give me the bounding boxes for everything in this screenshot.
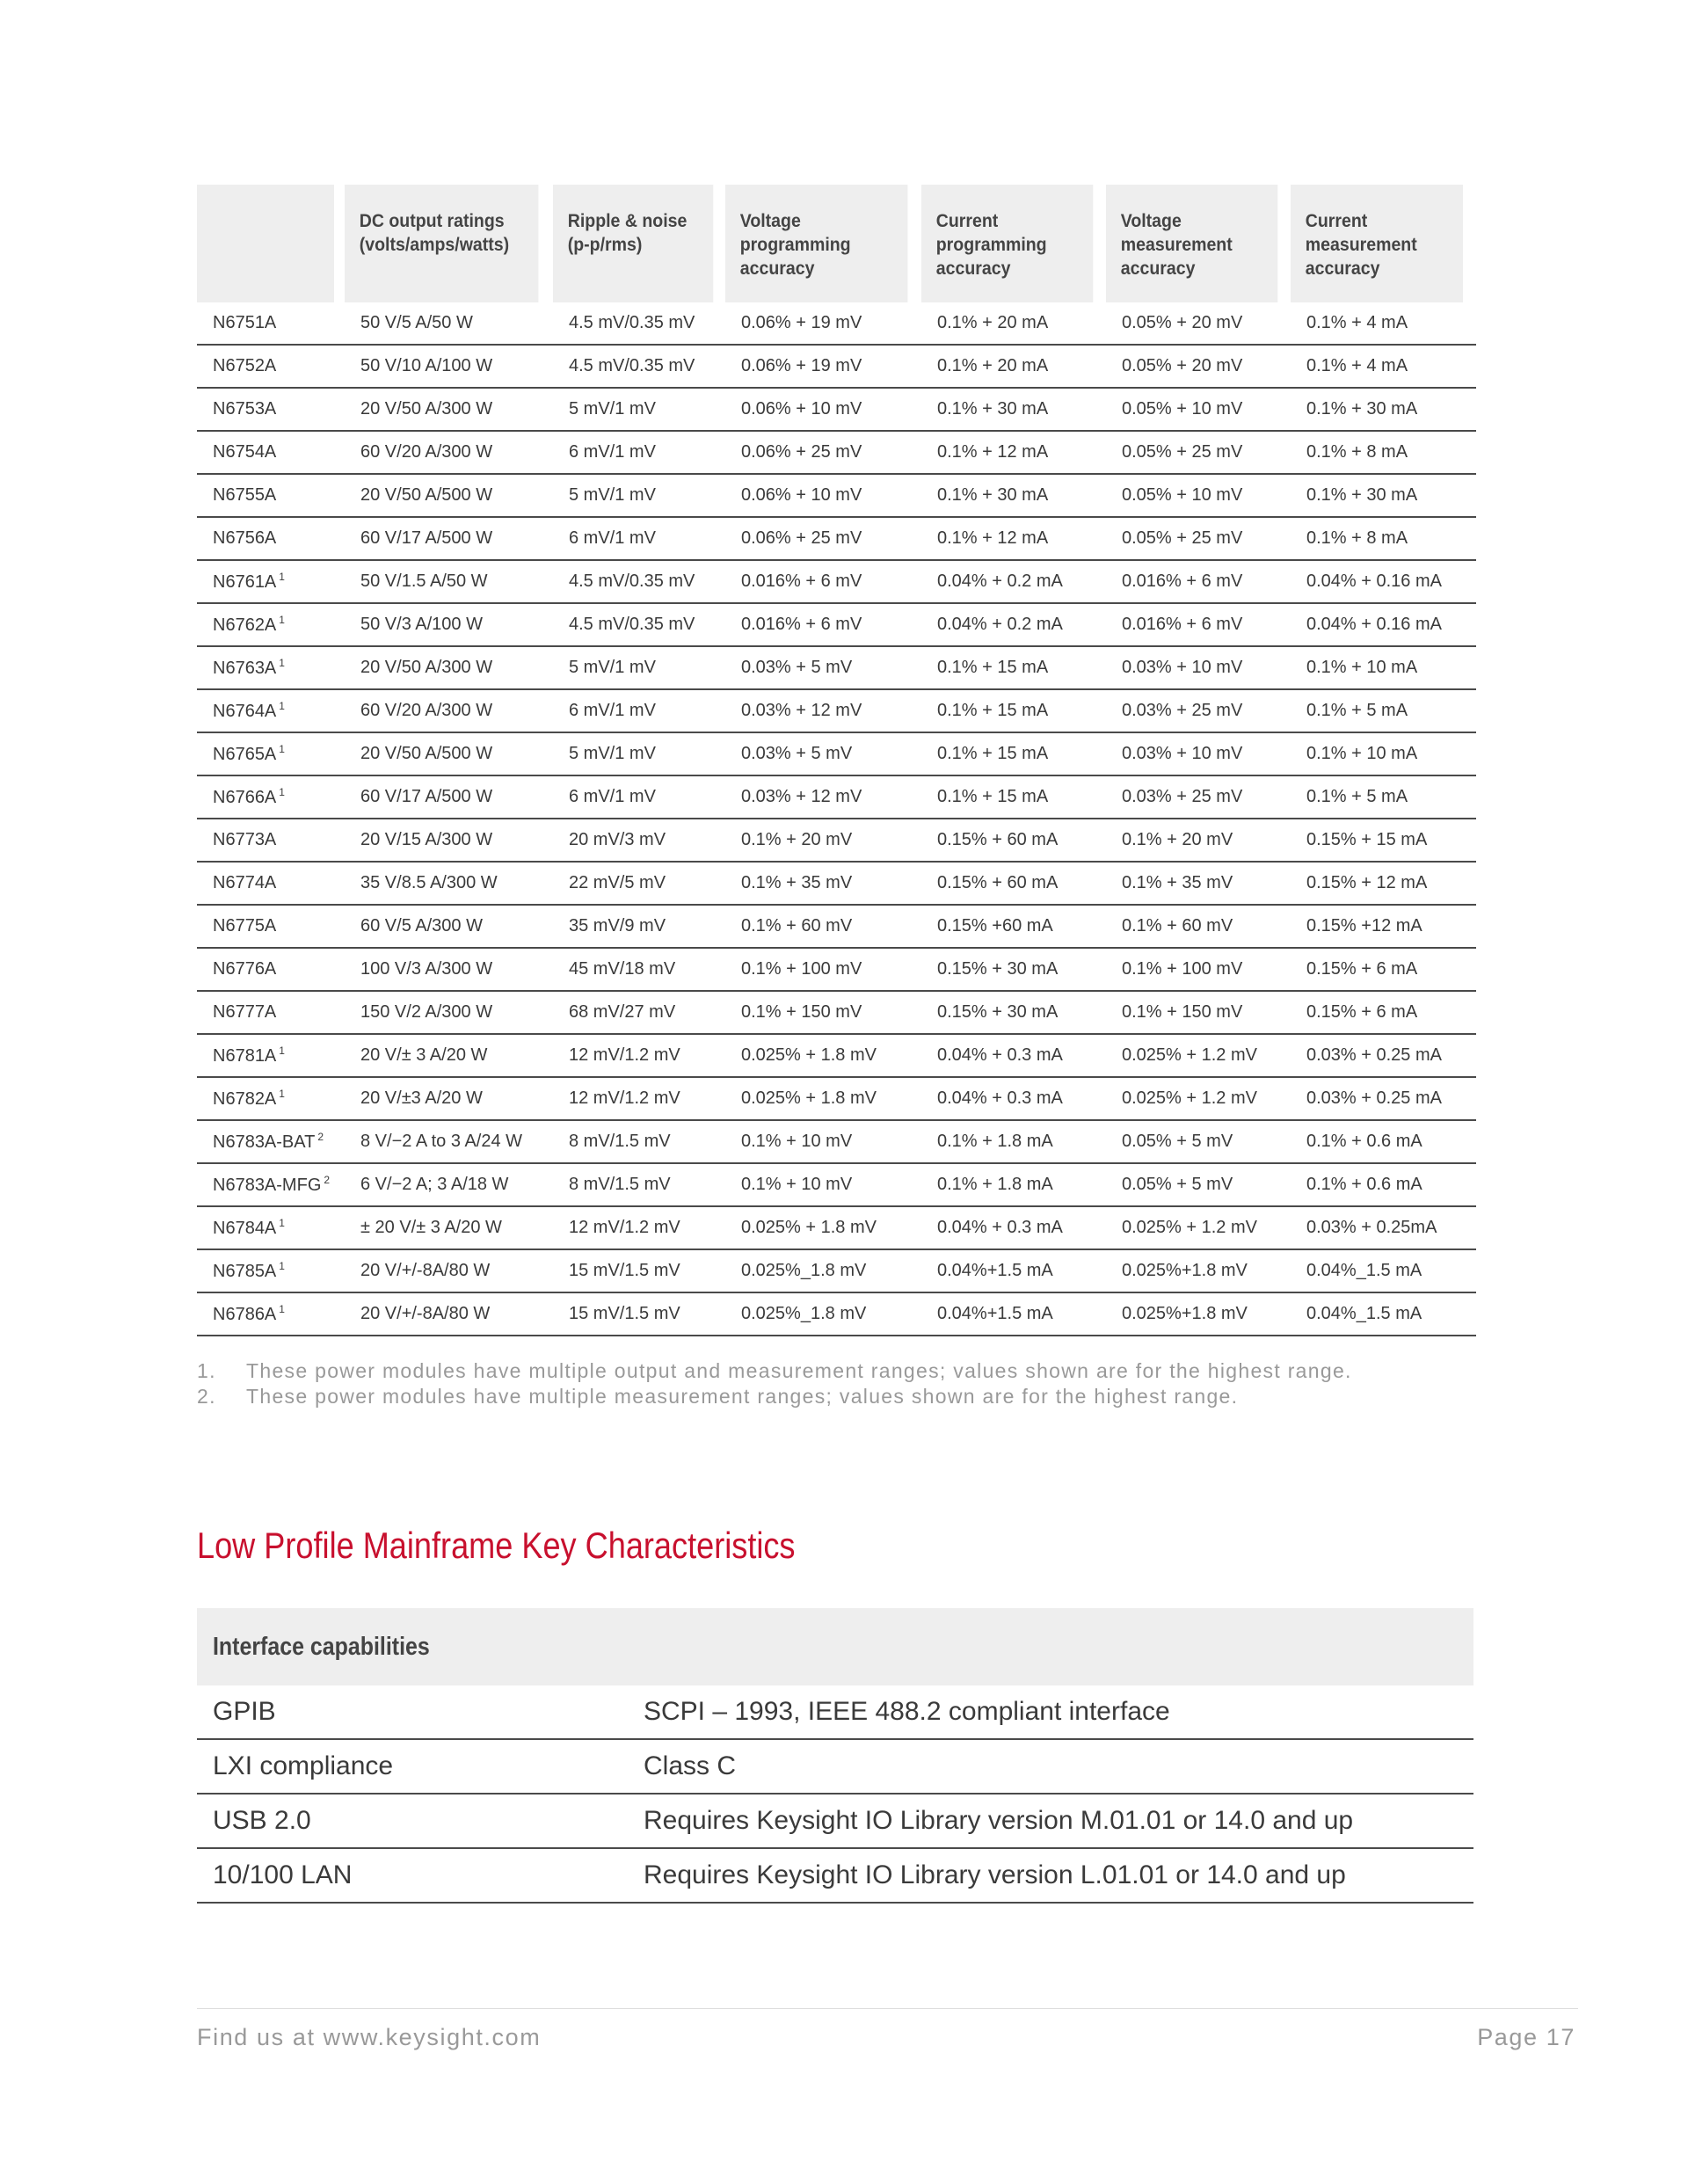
table-row — [197, 775, 1476, 819]
cell-current-measurement: 0.1% + 30 mA — [1291, 474, 1476, 517]
cell-voltage-measurement: 0.05% + 25 mV — [1106, 431, 1291, 474]
cell-voltage-measurement: 0.03% + 25 mV — [1106, 775, 1291, 819]
cell-voltage-programming: 0.025% + 1.8 mV — [725, 1206, 921, 1249]
cell-voltage-programming: 0.1% + 150 mV — [725, 991, 921, 1034]
cell-current-programming: 0.15% + 30 mA — [921, 948, 1106, 991]
cell-voltage-programming: 0.016% + 6 mV — [725, 603, 921, 646]
cell-model: N6777A — [197, 991, 345, 1034]
cell-dc-output: 20 V/15 A/300 W — [345, 819, 553, 862]
table-row — [197, 603, 1476, 646]
cell-current-measurement: 0.1% + 5 mA — [1291, 689, 1476, 732]
cell-voltage-programming: 0.03% + 12 mV — [725, 689, 921, 732]
footnote-text: These power modules have multiple output and measurement ranges; values shown are for the highest range. — [246, 1359, 1352, 1382]
cell-voltage-measurement: 0.05% + 20 mV — [1106, 345, 1291, 388]
cell-voltage-measurement: 0.05% + 5 mV — [1106, 1163, 1291, 1206]
cell-model: N6783A-BAT $^2$ — [197, 1120, 345, 1163]
cell-current-measurement: 0.1% + 30 mA — [1291, 388, 1476, 431]
cell-model: N6786A $^1$ — [197, 1292, 345, 1336]
cell-current-measurement: 0.1% + 4 mA — [1291, 302, 1476, 345]
footnote-marker: 1 — [279, 743, 285, 755]
cell-current-measurement: 0.15% + 12 mA — [1291, 862, 1476, 905]
cell-model: N6754A — [197, 431, 345, 474]
cell-voltage-programming: 0.016% + 6 mV — [725, 560, 921, 603]
cell-voltage-measurement: 0.1% + 20 mV — [1106, 819, 1291, 862]
cell-dc-output: 50 V/5 A/50 W — [345, 302, 553, 345]
spec-table — [197, 185, 1476, 1336]
cell-dc-output: 60 V/5 A/300 W — [345, 905, 553, 948]
cell-voltage-programming: 0.06% + 25 mV — [725, 431, 921, 474]
cell-current-programming: 0.04% + 0.2 mA — [921, 560, 1106, 603]
cell-ripple-noise: 35 mV/9 mV — [553, 905, 725, 948]
interface-table-body — [197, 1685, 1473, 1903]
cell-current-programming: 0.1% + 30 mA — [921, 474, 1106, 517]
cell-voltage-programming: 0.06% + 19 mV — [725, 302, 921, 345]
cell-ripple-noise: 4.5 mV/0.35 mV — [553, 345, 725, 388]
header-current-measurement: Current measurement accuracy — [1291, 185, 1463, 302]
cell-voltage-programming: 0.06% + 10 mV — [725, 388, 921, 431]
table-row — [197, 560, 1476, 603]
cell-model: N6763A $^1$ — [197, 646, 345, 689]
cell-voltage-measurement: 0.05% + 5 mV — [1106, 1120, 1291, 1163]
cell-voltage-measurement: 0.03% + 25 mV — [1106, 689, 1291, 732]
cell-voltage-programming: 0.06% + 19 mV — [725, 345, 921, 388]
cell-voltage-measurement: 0.025% + 1.2 mV — [1106, 1206, 1291, 1249]
table-row — [197, 345, 1476, 388]
interface-value: Requires Keysight IO Library version M.01.01 or 14.0 and up — [628, 1794, 1473, 1848]
table-row — [197, 732, 1476, 775]
table-row — [197, 388, 1476, 431]
cell-current-programming: 0.15% + 60 mA — [921, 819, 1106, 862]
cell-ripple-noise: 4.5 mV/0.35 mV — [553, 302, 725, 345]
footnote-marker: 1 — [279, 786, 285, 798]
cell-dc-output: 50 V/1.5 A/50 W — [345, 560, 553, 603]
cell-voltage-measurement: 0.025%+1.8 mV — [1106, 1249, 1291, 1292]
cell-current-programming: 0.1% + 12 mA — [921, 517, 1106, 560]
cell-current-programming: 0.04% + 0.2 mA — [921, 603, 1106, 646]
cell-ripple-noise: 5 mV/1 mV — [553, 646, 725, 689]
footnote-marker: 2 — [324, 1174, 331, 1186]
table-row — [197, 1739, 1473, 1794]
cell-ripple-noise: 12 mV/1.2 mV — [553, 1206, 725, 1249]
interface-label: 10/100 LAN — [197, 1848, 628, 1903]
cell-dc-output: 60 V/17 A/500 W — [345, 775, 553, 819]
cell-current-programming: 0.1% + 15 mA — [921, 732, 1106, 775]
table-row — [197, 1163, 1476, 1206]
cell-current-programming: 0.1% + 15 mA — [921, 689, 1106, 732]
cell-model: N6761A $^1$ — [197, 560, 345, 603]
cell-dc-output: 20 V/50 A/300 W — [345, 388, 553, 431]
cell-current-programming: 0.04% + 0.3 mA — [921, 1034, 1106, 1077]
footnote-marker: 1 — [279, 700, 285, 712]
cell-dc-output: 20 V/50 A/500 W — [345, 474, 553, 517]
section-title: Low Profile Mainframe Key Characteristics — [197, 1525, 796, 1566]
cell-current-measurement: 0.1% + 5 mA — [1291, 775, 1476, 819]
cell-current-programming: 0.04%+1.5 mA — [921, 1249, 1106, 1292]
cell-dc-output: 20 V/±3 A/20 W — [345, 1077, 553, 1120]
cell-ripple-noise: 68 mV/27 mV — [553, 991, 725, 1034]
cell-voltage-programming: 0.025%_1.8 mV — [725, 1249, 921, 1292]
cell-ripple-noise: 6 mV/1 mV — [553, 689, 725, 732]
table-row — [197, 517, 1476, 560]
cell-ripple-noise: 4.5 mV/0.35 mV — [553, 603, 725, 646]
footnote-marker: 1 — [279, 614, 285, 626]
cell-model: N6765A $^1$ — [197, 732, 345, 775]
cell-current-programming: 0.04% + 0.3 mA — [921, 1206, 1106, 1249]
interface-value: Class C — [628, 1739, 1473, 1794]
table-row — [197, 1848, 1473, 1903]
cell-model: N6784A $^1$ — [197, 1206, 345, 1249]
cell-voltage-measurement: 0.1% + 100 mV — [1106, 948, 1291, 991]
header-dc-output: DC output ratings (volts/amps/watts) — [345, 185, 538, 302]
cell-model: N6764A $^1$ — [197, 689, 345, 732]
cell-current-measurement: 0.03% + 0.25 mA — [1291, 1034, 1476, 1077]
table-row — [197, 905, 1476, 948]
cell-model: N6781A $^1$ — [197, 1034, 345, 1077]
cell-model: N6762A $^1$ — [197, 603, 345, 646]
cell-current-measurement: 0.1% + 8 mA — [1291, 517, 1476, 560]
table-row — [197, 1685, 1473, 1739]
cell-voltage-measurement: 0.016% + 6 mV — [1106, 603, 1291, 646]
interface-table-header-row — [197, 1608, 1473, 1685]
cell-model: N6753A — [197, 388, 345, 431]
cell-current-programming: 0.04%+1.5 mA — [921, 1292, 1106, 1336]
cell-current-measurement: 0.04% + 0.16 mA — [1291, 560, 1476, 603]
table-row — [197, 646, 1476, 689]
interface-value: Requires Keysight IO Library version L.01.01 or 14.0 and up — [628, 1848, 1473, 1903]
cell-current-measurement: 0.03% + 0.25mA — [1291, 1206, 1476, 1249]
table-row — [197, 1077, 1476, 1120]
cell-current-measurement: 0.04% + 0.16 mA — [1291, 603, 1476, 646]
cell-current-measurement: 0.15% + 6 mA — [1291, 948, 1476, 991]
footer-website[interactable]: Find us at www.keysight.com — [197, 2024, 542, 2050]
cell-ripple-noise: 12 mV/1.2 mV — [553, 1034, 725, 1077]
table-row — [197, 689, 1476, 732]
cell-ripple-noise: 15 mV/1.5 mV — [553, 1249, 725, 1292]
cell-voltage-programming: 0.1% + 10 mV — [725, 1120, 921, 1163]
cell-model: N6751A — [197, 302, 345, 345]
cell-current-programming: 0.1% + 1.8 mA — [921, 1120, 1106, 1163]
cell-voltage-measurement: 0.05% + 10 mV — [1106, 474, 1291, 517]
cell-current-measurement: 0.15% + 15 mA — [1291, 819, 1476, 862]
footnote-1 — [197, 1358, 1352, 1384]
header-voltage-programming: Voltage programming accuracy — [725, 185, 907, 302]
table-row — [197, 991, 1476, 1034]
cell-current-measurement: 0.15% + 6 mA — [1291, 991, 1476, 1034]
cell-current-programming: 0.1% + 15 mA — [921, 775, 1106, 819]
footer-divider — [197, 2008, 1578, 2009]
header-ripple-noise: Ripple & noise (p-p/rms) — [553, 185, 713, 302]
cell-dc-output: 8 V/−2 A to 3 A/24 W — [345, 1120, 553, 1163]
cell-voltage-measurement: 0.025%+1.8 mV — [1106, 1292, 1291, 1336]
cell-voltage-programming: 0.03% + 5 mV — [725, 732, 921, 775]
cell-dc-output: 60 V/17 A/500 W — [345, 517, 553, 560]
footnote-marker: 2 — [317, 1131, 324, 1143]
cell-ripple-noise: 45 mV/18 mV — [553, 948, 725, 991]
cell-dc-output: 100 V/3 A/300 W — [345, 948, 553, 991]
cell-dc-output: 20 V/50 A/500 W — [345, 732, 553, 775]
cell-voltage-measurement: 0.1% + 150 mV — [1106, 991, 1291, 1034]
table-row — [197, 1034, 1476, 1077]
cell-model: N6785A $^1$ — [197, 1249, 345, 1292]
cell-voltage-programming: 0.06% + 10 mV — [725, 474, 921, 517]
cell-ripple-noise: 12 mV/1.2 mV — [553, 1077, 725, 1120]
interface-table-header: Interface capabilities — [197, 1608, 1473, 1685]
cell-current-programming: 0.1% + 12 mA — [921, 431, 1106, 474]
table-row — [197, 1249, 1476, 1292]
cell-current-measurement: 0.1% + 10 mA — [1291, 732, 1476, 775]
table-row — [197, 474, 1476, 517]
footnote-marker: 1 — [279, 1303, 285, 1315]
interface-label: USB 2.0 — [197, 1794, 628, 1848]
cell-ripple-noise: 6 mV/1 mV — [553, 431, 725, 474]
table-row — [197, 819, 1476, 862]
cell-current-measurement: 0.1% + 0.6 mA — [1291, 1163, 1476, 1206]
interface-label: LXI compliance — [197, 1739, 628, 1794]
table-row — [197, 1794, 1473, 1848]
footnote-marker: 1 — [279, 571, 285, 583]
cell-current-programming: 0.1% + 30 mA — [921, 388, 1106, 431]
header-current-programming: Current programming accuracy — [921, 185, 1093, 302]
cell-voltage-programming: 0.03% + 12 mV — [725, 775, 921, 819]
cell-voltage-programming: 0.025% + 1.8 mV — [725, 1077, 921, 1120]
footnote-marker: 1 — [279, 1260, 285, 1272]
cell-voltage-measurement: 0.025% + 1.2 mV — [1106, 1077, 1291, 1120]
footnote-marker: 1 — [279, 1045, 285, 1057]
header-model — [197, 185, 334, 302]
table-row — [197, 1206, 1476, 1249]
interface-table — [197, 1608, 1473, 1904]
cell-current-measurement: 0.1% + 8 mA — [1291, 431, 1476, 474]
cell-current-measurement: 0.04%_1.5 mA — [1291, 1249, 1476, 1292]
cell-ripple-noise: 15 mV/1.5 mV — [553, 1292, 725, 1336]
cell-ripple-noise: 4.5 mV/0.35 mV — [553, 560, 725, 603]
cell-current-programming: 0.15% +60 mA — [921, 905, 1106, 948]
cell-voltage-measurement: 0.03% + 10 mV — [1106, 646, 1291, 689]
cell-current-measurement: 0.04%_1.5 mA — [1291, 1292, 1476, 1336]
cell-ripple-noise: 8 mV/1.5 mV — [553, 1120, 725, 1163]
cell-model: N6774A — [197, 862, 345, 905]
cell-voltage-programming: 0.1% + 60 mV — [725, 905, 921, 948]
cell-model: N6783A-MFG $^2$ — [197, 1163, 345, 1206]
cell-ripple-noise: 6 mV/1 mV — [553, 517, 725, 560]
cell-current-measurement: 0.1% + 4 mA — [1291, 345, 1476, 388]
cell-dc-output: 60 V/20 A/300 W — [345, 689, 553, 732]
footnotes — [197, 1358, 1352, 1409]
cell-ripple-noise: 6 mV/1 mV — [553, 775, 725, 819]
cell-current-programming: 0.1% + 1.8 mA — [921, 1163, 1106, 1206]
cell-model: N6752A — [197, 345, 345, 388]
cell-current-programming: 0.04% + 0.3 mA — [921, 1077, 1106, 1120]
footnote-text: These power modules have multiple measurement ranges; values shown are for the highest range. — [246, 1385, 1239, 1408]
cell-voltage-measurement: 0.025% + 1.2 mV — [1106, 1034, 1291, 1077]
cell-model: N6756A — [197, 517, 345, 560]
page-number: Page 17 — [1477, 2024, 1575, 2050]
cell-current-measurement: 0.15% +12 mA — [1291, 905, 1476, 948]
cell-dc-output: 60 V/20 A/300 W — [345, 431, 553, 474]
footnote-number: 2. — [197, 1385, 216, 1408]
footnote-marker: 1 — [279, 657, 285, 669]
cell-voltage-measurement: 0.1% + 35 mV — [1106, 862, 1291, 905]
cell-voltage-programming: 0.1% + 10 mV — [725, 1163, 921, 1206]
cell-voltage-measurement: 0.03% + 10 mV — [1106, 732, 1291, 775]
cell-current-programming: 0.1% + 20 mA — [921, 345, 1106, 388]
cell-ripple-noise: 5 mV/1 mV — [553, 474, 725, 517]
footnote-marker: 1 — [279, 1217, 285, 1229]
cell-current-measurement: 0.1% + 10 mA — [1291, 646, 1476, 689]
cell-voltage-measurement: 0.016% + 6 mV — [1106, 560, 1291, 603]
table-row — [197, 948, 1476, 991]
cell-ripple-noise: 5 mV/1 mV — [553, 388, 725, 431]
cell-dc-output: 6 V/−2 A; 3 A/18 W — [345, 1163, 553, 1206]
cell-current-programming: 0.15% + 30 mA — [921, 991, 1106, 1034]
spec-table-header-row — [197, 185, 1476, 302]
cell-dc-output: ± 20 V/± 3 A/20 W — [345, 1206, 553, 1249]
footnote-marker: 1 — [279, 1088, 285, 1100]
cell-ripple-noise: 5 mV/1 mV — [553, 732, 725, 775]
cell-dc-output: 20 V/+/-8A/80 W — [345, 1292, 553, 1336]
interface-value: SCPI – 1993, IEEE 488.2 compliant interface — [628, 1685, 1473, 1739]
cell-dc-output: 20 V/+/-8A/80 W — [345, 1249, 553, 1292]
cell-model: N6776A — [197, 948, 345, 991]
cell-voltage-measurement: 0.05% + 10 mV — [1106, 388, 1291, 431]
cell-model: N6773A — [197, 819, 345, 862]
cell-dc-output: 20 V/50 A/300 W — [345, 646, 553, 689]
cell-voltage-measurement: 0.05% + 20 mV — [1106, 302, 1291, 345]
table-row — [197, 1120, 1476, 1163]
table-row — [197, 1292, 1476, 1336]
cell-ripple-noise: 20 mV/3 mV — [553, 819, 725, 862]
cell-voltage-programming: 0.1% + 100 mV — [725, 948, 921, 991]
spec-table-body — [197, 302, 1476, 1336]
cell-voltage-measurement: 0.05% + 25 mV — [1106, 517, 1291, 560]
footnote-2 — [197, 1384, 1352, 1409]
cell-voltage-programming: 0.025% + 1.8 mV — [725, 1034, 921, 1077]
cell-model: N6782A $^1$ — [197, 1077, 345, 1120]
cell-model: N6766A $^1$ — [197, 775, 345, 819]
cell-voltage-programming: 0.1% + 35 mV — [725, 862, 921, 905]
cell-dc-output: 50 V/10 A/100 W — [345, 345, 553, 388]
cell-dc-output: 50 V/3 A/100 W — [345, 603, 553, 646]
header-voltage-measurement: Voltage measurement accuracy — [1106, 185, 1277, 302]
cell-voltage-programming: 0.03% + 5 mV — [725, 646, 921, 689]
cell-current-measurement: 0.03% + 0.25 mA — [1291, 1077, 1476, 1120]
cell-voltage-programming: 0.025%_1.8 mV — [725, 1292, 921, 1336]
table-row — [197, 862, 1476, 905]
cell-voltage-measurement: 0.1% + 60 mV — [1106, 905, 1291, 948]
cell-voltage-programming: 0.06% + 25 mV — [725, 517, 921, 560]
cell-current-programming: 0.15% + 60 mA — [921, 862, 1106, 905]
cell-voltage-programming: 0.1% + 20 mV — [725, 819, 921, 862]
cell-model: N6755A — [197, 474, 345, 517]
cell-current-programming: 0.1% + 15 mA — [921, 646, 1106, 689]
table-row — [197, 302, 1476, 345]
cell-ripple-noise: 8 mV/1.5 mV — [553, 1163, 725, 1206]
cell-model: N6775A — [197, 905, 345, 948]
cell-dc-output: 20 V/± 3 A/20 W — [345, 1034, 553, 1077]
footnote-number: 1. — [197, 1359, 216, 1382]
cell-ripple-noise: 22 mV/5 mV — [553, 862, 725, 905]
interface-label: GPIB — [197, 1685, 628, 1739]
table-row — [197, 431, 1476, 474]
cell-dc-output: 150 V/2 A/300 W — [345, 991, 553, 1034]
cell-current-programming: 0.1% + 20 mA — [921, 302, 1106, 345]
cell-current-measurement: 0.1% + 0.6 mA — [1291, 1120, 1476, 1163]
cell-dc-output: 35 V/8.5 A/300 W — [345, 862, 553, 905]
